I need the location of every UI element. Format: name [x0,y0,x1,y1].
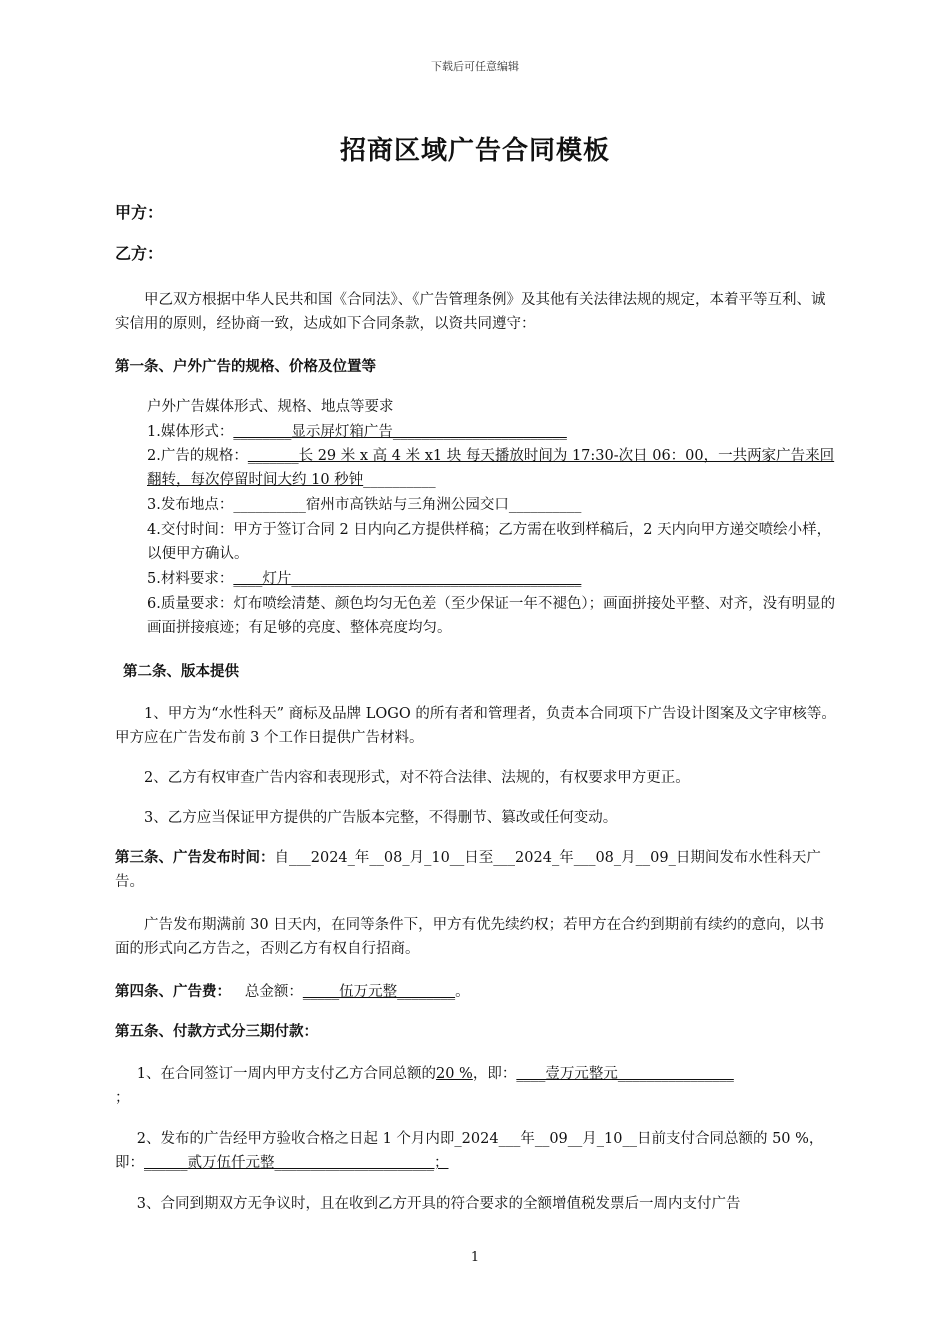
media-form-label: 1.媒体形式： [147,424,234,440]
article-4-label: 总金额： [244,984,303,1000]
article-1-sub: 户外广告媒体形式、规格、地点等要求 [147,399,394,415]
article-4-row [115,980,837,1004]
party-b-label: 乙方： [115,244,164,263]
article-5-p1-end: ； [115,1090,130,1106]
article-3-row [115,846,837,894]
article-4-end: 。 [455,984,470,1000]
material-row [147,567,837,591]
page-number: 1 [470,1250,480,1265]
location-value: __________宿州市高铁站与三角洲公园交口__________ [233,497,582,513]
article-5-heading: 第五条、付款方式分三期付款： [115,1023,318,1040]
spec-row [147,444,837,492]
delivery-time: 4.交付时间：甲方于签订合同 2 日内向乙方提供样稿；乙方需在收到样稿后，2 天内向甲方递交喷绘小样，以便甲方确认。 [147,522,832,562]
article-2-p2: 2、乙方有权审查广告内容和表现形式，对不符合法律、法规的，有权要求甲方更正。 [144,770,690,786]
party-a-label: 甲方： [115,203,164,222]
article-3-heading: 第三条、广告发布时间： [115,849,275,866]
article-5-p1-amount: ____壹万元整元________________ [516,1066,734,1082]
article-5-p1-text: 1、在合同签订一周内甲方支付乙方合同总额的 [136,1066,436,1082]
document-title: 招商区域广告合同模板 [339,136,610,166]
media-form-value: ________显示屏灯箱广告________________________ [233,424,567,440]
article-5-p2-text: 2、发布的广告经甲方验收合格之日起 1 个月内即_2024___年__09__月_10__日前支付合同总额的 50 %，即： [115,1131,824,1171]
article-2-p3: 3、乙方应当保证甲方提供的广告版本完整，不得删节、篡改或任何变动。 [144,810,618,826]
header-note: 下载后可任意编辑 [431,60,519,73]
material-label: 5.材料要求： [147,571,234,587]
intro-paragraph: 甲乙双方根据中华人民共和国《合同法》、《广告管理条例》及其他有关法律法规的规定，本着平等互利、诚实信用的原则，经协商一致，达成如下合同条款，以资共同遵守： [115,292,826,332]
article-5-p2-amount: ______贰万伍仟元整______________________； [144,1155,449,1171]
spec-tail: __________ [363,472,436,488]
material-value: ____灯片________________________________________ [233,571,582,587]
article-3-text: 自___2024_年__08_月_10__日至___2024_年___08_月__09_日期间发布水性科天广告。 [115,850,821,890]
article-2-heading: 第二条、版本提供 [123,663,239,680]
quality-requirement: 6.质量要求：灯布喷绘清楚、颜色均匀无色差（至少保证一年不褪色）；画面拼接处平整、对齐，没有明显的画面拼接痕迹；有足够的亮度、整体亮度均匀。 [147,596,836,636]
article-5-p1-mid: ，即： [472,1066,517,1082]
article-5-p1-percent: 20 % [435,1066,473,1082]
article-2-p1: 1、甲方为“水性科天” 商标及品牌 LOGO 的所有者和管理者，负责本合同项下广告设计图案及文字审核等。甲方应在广告发布前 3 个工作日提供广告材料。 [115,706,836,746]
spec-value: _______长 29 米 x 高 4 米 x1 块 每天播放时间为 17:30-次日 06：00，一共两家广告来回翻转，每次停留时间大约 10 秒钟 [147,448,835,488]
article-5-p3: 3、合同到期双方无争议时，且在收到乙方开具的符合要求的全额增值税发票后一周内支付广告 [136,1196,741,1212]
article-1-heading: 第一条、户外广告的规格、价格及位置等 [115,358,376,375]
article-4-heading: 第四条、广告费： [115,983,231,1000]
location-row [147,493,837,517]
location-label: 3.发布地点： [147,497,234,513]
article-5-p1 [115,1062,837,1110]
article-3-renewal: 广告发布期满前 30 日天内，在同等条件下，甲方有优先续约权；若甲方在合约到期前有续约的意向，以书面的形式向乙方告之，否则乙方有权自行招商。 [115,917,825,957]
article-4-amount: _____伍万元整________ [302,984,456,1000]
media-form-row [147,420,837,444]
spec-label: 2.广告的规格： [147,448,248,464]
article-5-p2 [115,1127,837,1175]
